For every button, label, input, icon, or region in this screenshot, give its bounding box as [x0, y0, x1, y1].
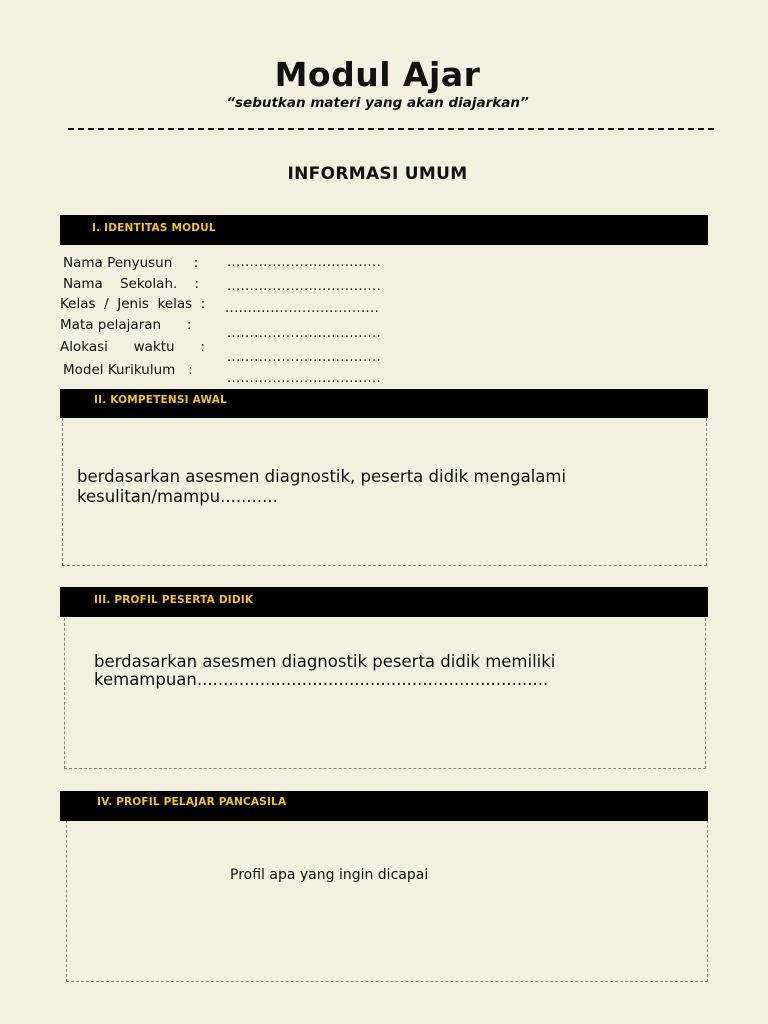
dashed-divider [68, 128, 714, 130]
profil-pelajar-header-bar [60, 791, 708, 821]
field-kelas-jenis-kelas: Kelas / Jenis kelas : [60, 296, 206, 312]
field-mata-pelajaran: Mata pelajaran : [60, 317, 192, 333]
field-nama-sekolah: Nama Sekolah. : [63, 276, 200, 292]
dots-nama-sekolah: .................................. [227, 279, 382, 294]
dots-nama-penyusun: .................................. [227, 255, 382, 270]
profil-peserta-header-label: III. PROFIL PESERTA DIDIK [94, 594, 254, 606]
dots-alokasi-waktu: .................................. [227, 350, 382, 365]
profil-pelajar-box [66, 810, 708, 982]
field-nama-penyusun: Nama Penyusun : [63, 255, 199, 271]
kompetensi-header-bar [60, 389, 708, 418]
identitas-header-bar [60, 215, 708, 245]
dots-kelas: .................................. [225, 301, 380, 316]
profil-peserta-text: berdasarkan asesmen diagnostik peserta didik memiliki kemampuan................................................................... [94, 652, 556, 689]
profil-pelajar-text: Profil apa yang ingin dicapai [230, 867, 429, 883]
kompetensi-text: berdasarkan asesmen diagnostik, peserta didik mengalami kesulitan/mampu........... [77, 467, 567, 506]
identitas-header-label: I. IDENTITAS MODUL [92, 222, 216, 234]
profil-pelajar-header-label: IV. PROFIL PELAJAR PANCASILA [97, 796, 287, 808]
section-title: INFORMASI UMUM [287, 164, 468, 184]
page-title: Modul Ajar [274, 55, 481, 94]
dots-mata-pelajaran: .................................. [227, 326, 382, 341]
field-model-kurikulum: Model Kurikulum : [63, 362, 193, 378]
profil-peserta-header-bar [60, 587, 708, 617]
field-alokasi-waktu: Alokasi waktu : [60, 339, 205, 355]
kompetensi-header-label: II. KOMPETENSI AWAL [94, 394, 227, 406]
dots-model-kurikulum: .................................. [227, 371, 382, 386]
page-subtitle: “sebutkan materi yang akan diajarkan” [226, 95, 529, 111]
